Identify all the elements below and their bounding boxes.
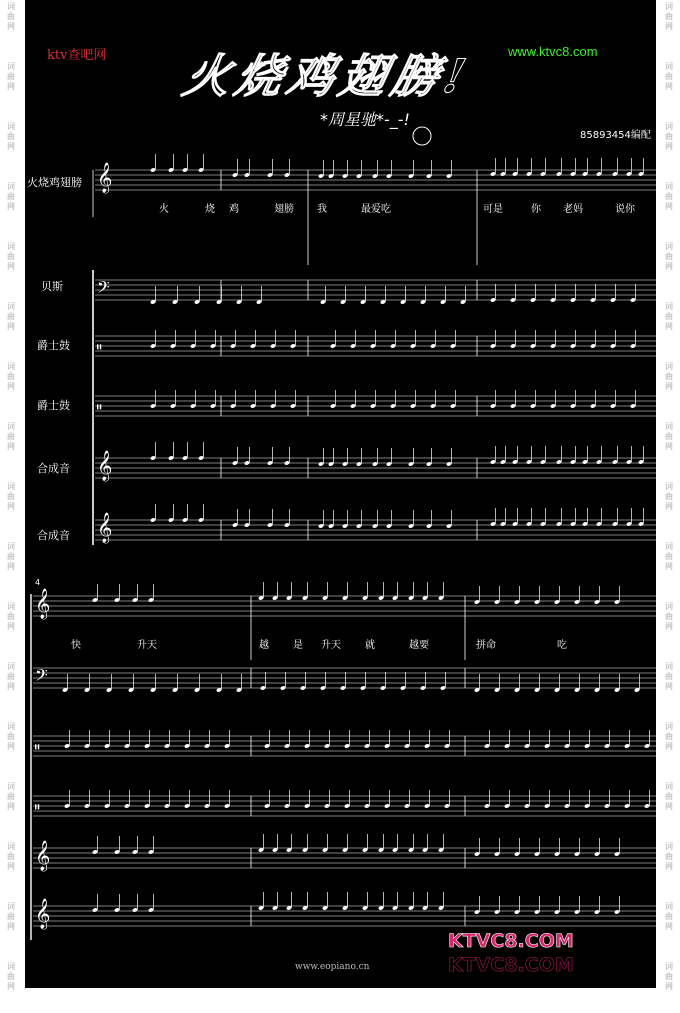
arranger-credit: 85893454编配 (580, 130, 651, 141)
watermark-glyphs: 词 曲 网 (665, 2, 673, 31)
watermark-glyphs: 词 曲 网 (7, 422, 15, 451)
instrument-label-vocal: 火烧鸡翅膀 (27, 176, 82, 189)
watermark-glyphs: 词 曲 网 (665, 602, 673, 631)
watermark-glyphs: 词 曲 网 (7, 902, 15, 931)
watermark-glyphs: 词 曲 网 (665, 422, 673, 451)
watermark-glyphs: 词 曲 网 (665, 362, 673, 391)
watermark-glyphs: 词 曲 网 (665, 242, 673, 271)
song-title: 火烧鸡翅膀! (178, 49, 477, 103)
instrument-label-drums-2: 爵士鼓 (37, 399, 70, 412)
lyric: 翅膀 (274, 204, 294, 215)
watermark-glyphs: 词 曲 网 (7, 242, 15, 271)
instrument-label-bass: 贝斯 (41, 280, 63, 293)
lyric: 越要 (409, 640, 429, 651)
watermark-glyphs: 词 曲 网 (7, 62, 15, 91)
right-watermark-column (658, 0, 680, 1013)
watermark-glyphs: 词 曲 网 (665, 182, 673, 211)
site-label-left[interactable]: ktv查吧网 (47, 48, 107, 63)
notation-canvas (25, 0, 656, 988)
lyric: 升天 (321, 640, 341, 651)
lyric: 越 (259, 640, 269, 651)
watermark-glyphs: 词 曲 网 (7, 782, 15, 811)
lyric: 快 (71, 640, 81, 651)
watermark-glyphs: 词 曲 网 (7, 182, 15, 211)
lyric: 老妈 (563, 204, 583, 215)
lyric: 是 (293, 640, 303, 651)
watermark-glyphs: 词 曲 网 (7, 302, 15, 331)
lyric: 就 (365, 640, 375, 651)
lyric: 吃 (557, 640, 567, 651)
lyric: 可是 (483, 204, 503, 215)
lyric: 鸡 (229, 204, 239, 215)
watermark-glyphs: 词 曲 网 (665, 782, 673, 811)
ktvc8-logo (444, 925, 604, 977)
clef-icon: 𝄥 (97, 400, 102, 416)
clef-icon: 𝄥 (97, 340, 102, 356)
lyric: 说你 (615, 204, 635, 215)
watermark-glyphs: 词 曲 网 (7, 662, 15, 691)
watermark-glyphs: 词 曲 网 (7, 962, 15, 991)
watermark-glyphs: 词 曲 网 (7, 2, 15, 31)
measure-number: 4 (35, 578, 41, 587)
watermark-glyphs: 词 曲 网 (7, 842, 15, 871)
watermark-glyphs: 词 曲 网 (7, 722, 15, 751)
left-watermark-column (0, 0, 22, 1013)
clef-icon: 𝄞 (35, 841, 51, 871)
watermark-glyphs: 词 曲 网 (7, 122, 15, 151)
lyric: 火 (159, 204, 169, 215)
song-subtitle: *周星驰*-_-! (320, 110, 410, 129)
smiley-icon (413, 127, 431, 145)
footer-url[interactable]: www.eopiano.cn (295, 962, 370, 972)
instrument-label-synth-1: 合成音 (37, 462, 70, 475)
watermark-glyphs: 词 曲 网 (665, 542, 673, 571)
lyric: 烧 (205, 204, 215, 215)
clef-icon: 𝄞 (35, 589, 51, 619)
instrument-label-drums-1: 爵士鼓 (37, 339, 70, 352)
clef-icon: 𝄞 (97, 451, 113, 481)
clef-icon: 𝄞 (97, 163, 113, 193)
watermark-glyphs: 词 曲 网 (665, 662, 673, 691)
clef-icon: 𝄞 (35, 899, 51, 929)
watermark-glyphs: 词 曲 网 (7, 602, 15, 631)
clef-icon: 𝄢 (35, 665, 48, 689)
site-label-right[interactable]: www.ktvc8.com (508, 44, 598, 59)
watermark-glyphs: 词 曲 网 (665, 842, 673, 871)
lyric: 升天 (137, 640, 157, 651)
watermark-glyphs: 词 曲 网 (7, 482, 15, 511)
lyric: 最爱吃 (361, 204, 391, 215)
clef-icon: 𝄞 (97, 513, 113, 543)
watermark-glyphs: 词 曲 网 (7, 542, 15, 571)
logo-text-reflection: KTVC8.COM (448, 954, 574, 976)
watermark-glyphs: 词 曲 网 (665, 62, 673, 91)
watermark-glyphs: 词 曲 网 (665, 302, 673, 331)
lyric: 拼命 (476, 640, 496, 651)
watermark-glyphs: 词 曲 网 (665, 482, 673, 511)
clef-icon: 𝄢 (97, 277, 110, 301)
clef-icon: 𝄥 (35, 800, 40, 816)
logo-text-main: KTVC8.COM (448, 930, 574, 952)
score-sheet (25, 0, 656, 988)
watermark-glyphs: 词 曲 网 (665, 722, 673, 751)
clef-icon: 𝄥 (35, 740, 40, 756)
watermark-glyphs: 词 曲 网 (665, 962, 673, 991)
instrument-label-synth-2: 合成音 (37, 529, 70, 542)
lyric: 我 (317, 204, 327, 215)
watermark-glyphs: 词 曲 网 (7, 362, 15, 391)
watermark-glyphs: 词 曲 网 (665, 902, 673, 931)
lyric: 你 (531, 204, 541, 215)
watermark-glyphs: 词 曲 网 (665, 122, 673, 151)
